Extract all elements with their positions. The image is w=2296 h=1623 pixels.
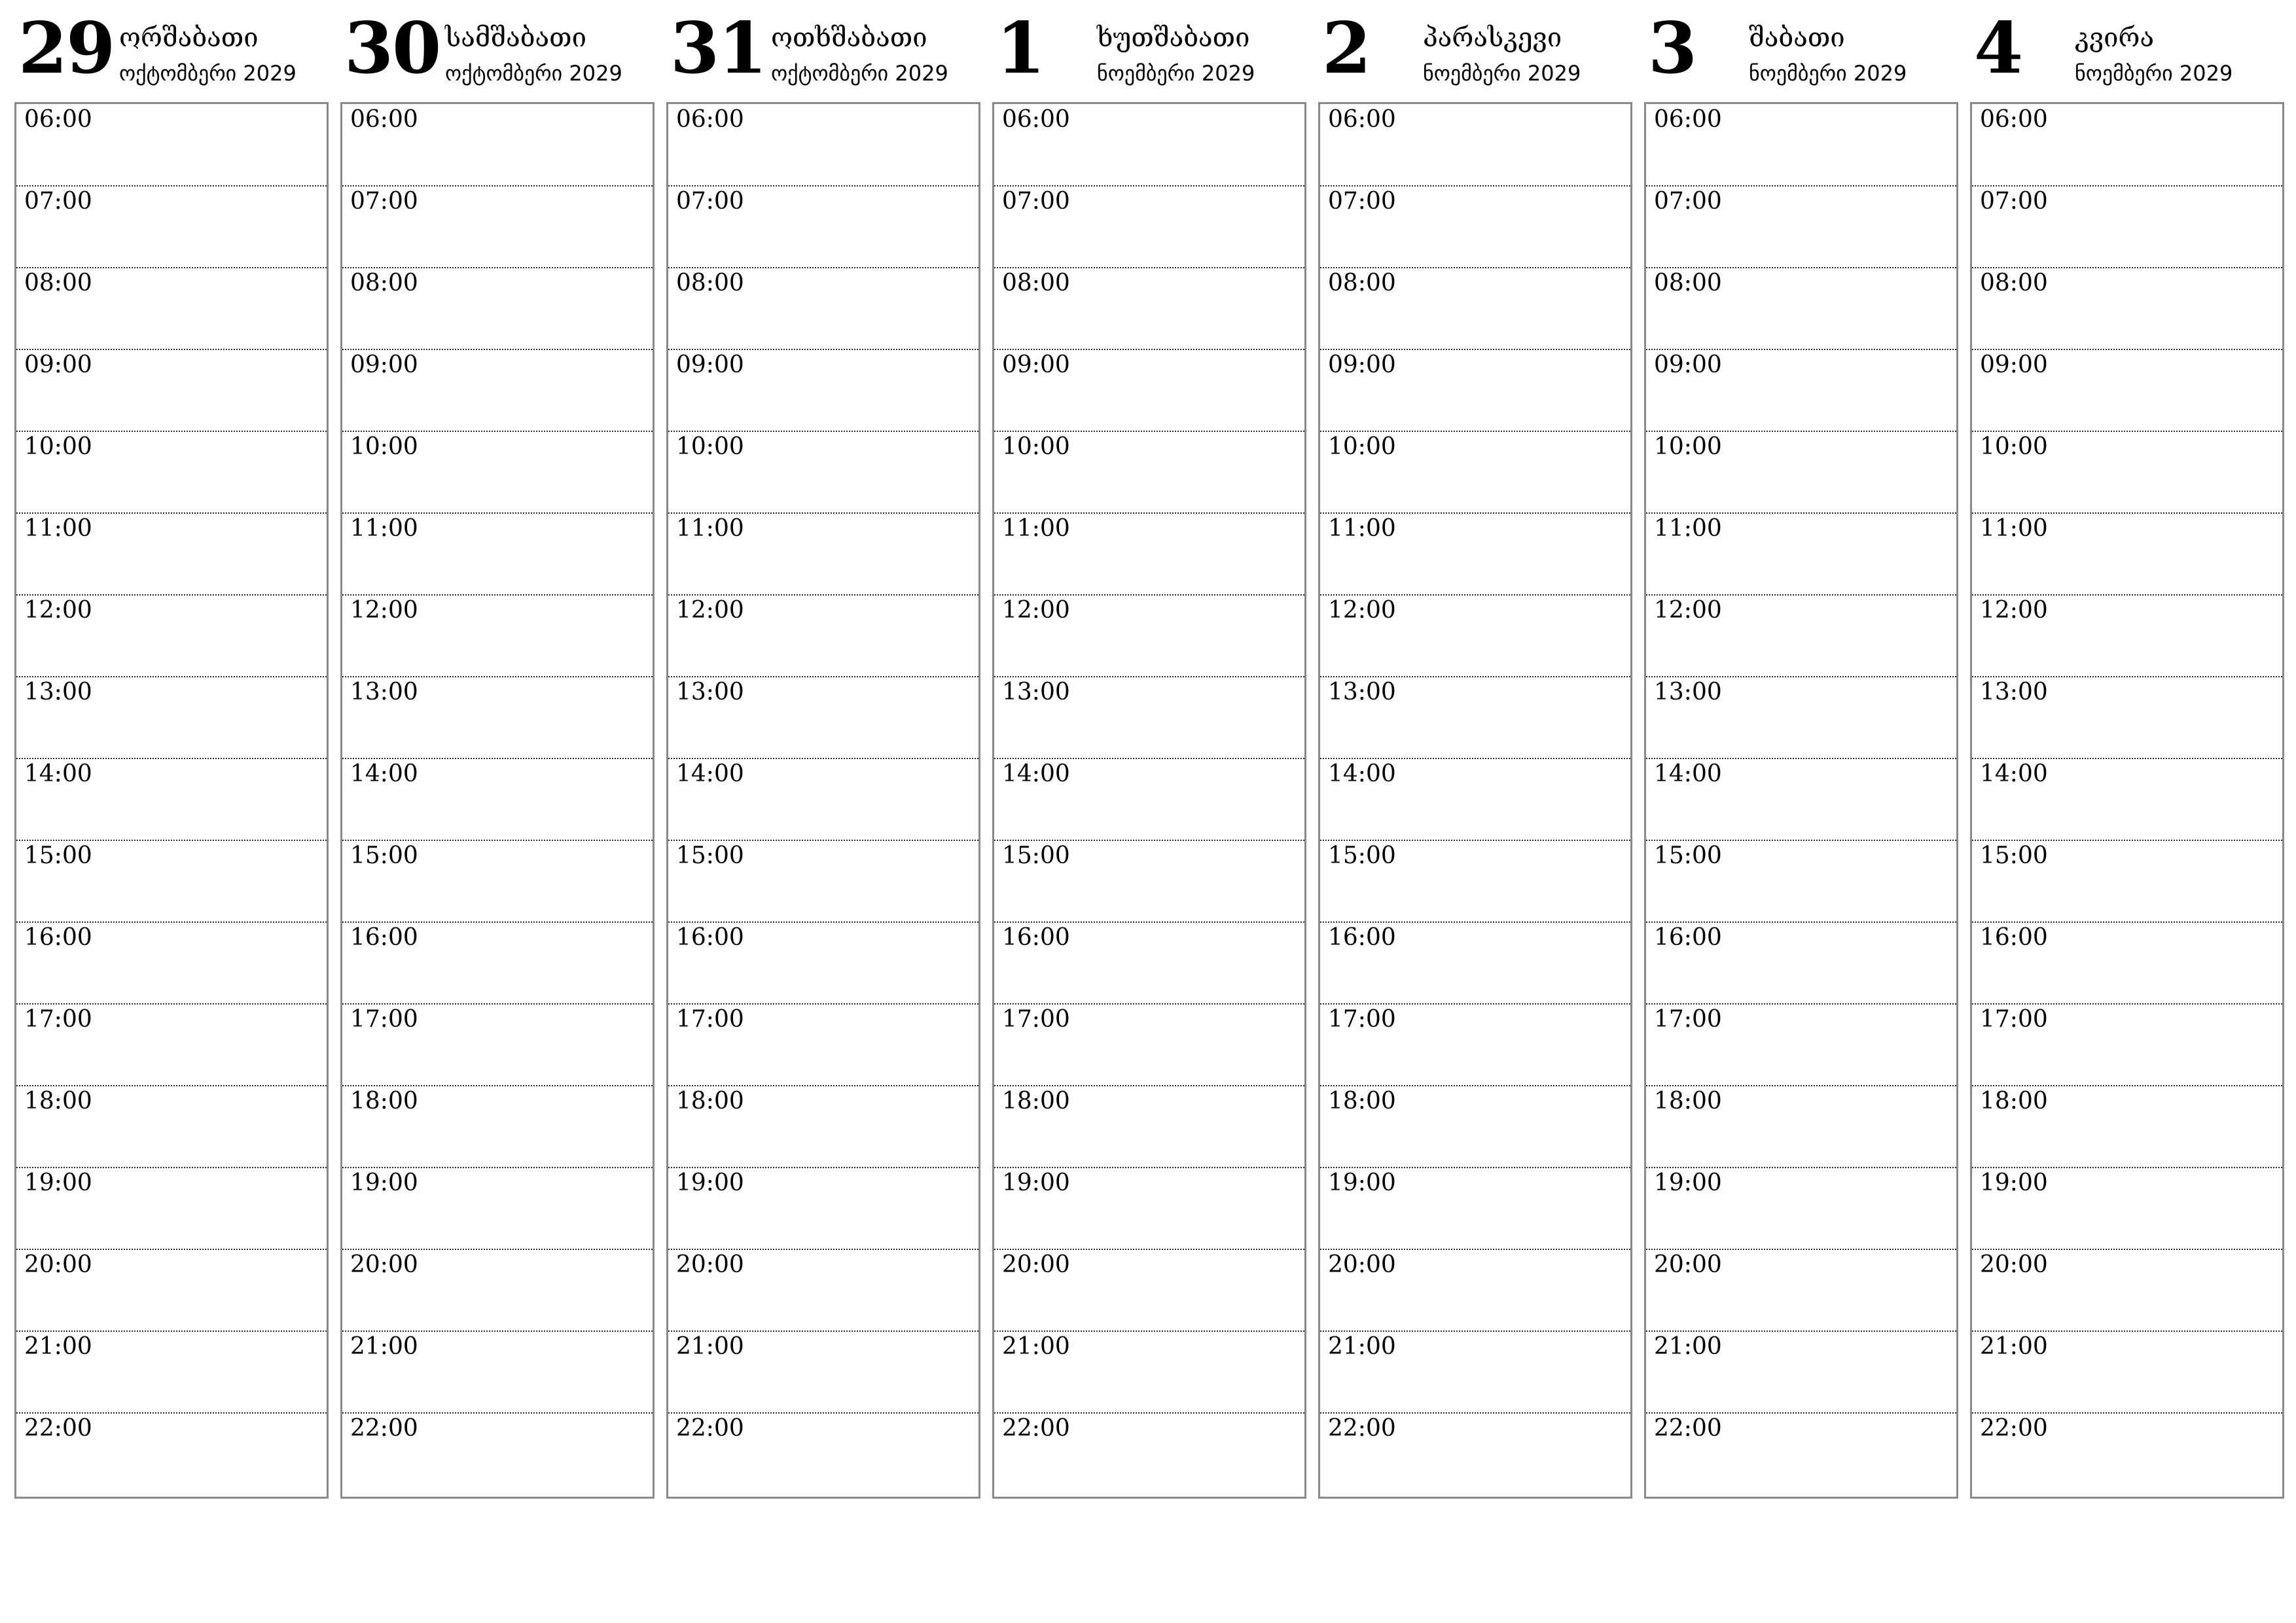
time-slot	[342, 1413, 653, 1495]
time-slot	[1320, 1331, 1630, 1413]
day-number: 2	[1322, 7, 1371, 90]
time-slot	[1320, 758, 1630, 840]
time-slot	[1972, 595, 2282, 677]
time-label: 10:00	[676, 433, 744, 460]
day-schedule-box	[14, 102, 329, 1499]
time-slot	[994, 186, 1304, 268]
time-slot	[1972, 1004, 2282, 1086]
day-header	[14, 0, 329, 98]
time-label: 13:00	[1002, 679, 1070, 705]
time-label: 16:00	[1654, 924, 1722, 951]
day-header	[1318, 0, 1632, 98]
time-slot	[342, 922, 653, 1004]
time-slot	[1320, 1086, 1630, 1168]
time-slot	[16, 1413, 327, 1495]
time-label: 16:00	[350, 924, 418, 951]
time-slot	[16, 431, 327, 513]
time-label: 12:00	[24, 597, 92, 624]
time-slot	[1646, 1086, 1956, 1168]
time-label: 07:00	[1328, 188, 1396, 215]
time-label: 10:00	[1980, 433, 2048, 460]
time-label: 06:00	[350, 106, 418, 133]
time-slot	[1320, 431, 1630, 513]
time-label: 16:00	[24, 924, 92, 951]
time-label: 17:00	[1980, 1006, 2048, 1033]
time-label: 15:00	[350, 842, 418, 869]
time-label: 13:00	[24, 679, 92, 705]
weekday-name: პარასკევი	[1423, 23, 1562, 53]
time-slot	[342, 431, 653, 513]
month-year: ნოემბერი 2029	[1097, 61, 1255, 86]
time-slot	[668, 1168, 978, 1249]
time-slot	[994, 104, 1304, 186]
time-label: 16:00	[676, 924, 744, 951]
time-label: 10:00	[1002, 433, 1070, 460]
time-slot	[16, 104, 327, 186]
time-label: 06:00	[676, 106, 744, 133]
time-label: 12:00	[676, 597, 744, 624]
day-number: 31	[670, 7, 766, 90]
time-slot	[668, 513, 978, 595]
time-slot	[1972, 1168, 2282, 1249]
time-label: 09:00	[1980, 351, 2048, 378]
time-label: 22:00	[350, 1415, 418, 1442]
time-label: 18:00	[1328, 1088, 1396, 1115]
day-number: 30	[344, 7, 440, 90]
time-label: 06:00	[24, 106, 92, 133]
time-slot	[1972, 840, 2282, 922]
time-slot	[1646, 677, 1956, 758]
time-slot	[16, 758, 327, 840]
time-slot	[1972, 758, 2282, 840]
time-slot	[342, 840, 653, 922]
time-slot	[668, 1004, 978, 1086]
time-slot	[1972, 349, 2282, 431]
time-slot	[16, 1004, 327, 1086]
time-slot	[342, 1249, 653, 1331]
time-label: 12:00	[1980, 597, 2048, 624]
time-slot	[1646, 840, 1956, 922]
time-label: 10:00	[1328, 433, 1396, 460]
time-label: 20:00	[1328, 1251, 1396, 1278]
month-year: ოქტომბერი 2029	[445, 61, 622, 86]
time-label: 16:00	[1002, 924, 1070, 951]
month-year: ოქტომბერი 2029	[119, 61, 296, 86]
time-slot	[668, 922, 978, 1004]
time-slot	[1320, 1168, 1630, 1249]
day-schedule-box	[1970, 102, 2284, 1499]
time-label: 15:00	[1980, 842, 2048, 869]
day-header	[1970, 0, 2284, 98]
month-year: ოქტომბერი 2029	[771, 61, 948, 86]
time-slot	[342, 104, 653, 186]
time-slot	[1972, 1086, 2282, 1168]
time-slot	[1646, 1249, 1956, 1331]
time-slot	[1972, 431, 2282, 513]
time-slot	[16, 186, 327, 268]
time-label: 06:00	[1002, 106, 1070, 133]
time-slot	[668, 268, 978, 349]
time-slot	[1972, 677, 2282, 758]
time-label: 11:00	[24, 515, 92, 542]
time-label: 22:00	[676, 1415, 744, 1442]
time-label: 13:00	[350, 679, 418, 705]
time-label: 14:00	[350, 760, 418, 787]
time-slot	[994, 758, 1304, 840]
time-label: 18:00	[24, 1088, 92, 1115]
weekday-name: შაბათი	[1749, 23, 1845, 53]
time-label: 07:00	[24, 188, 92, 215]
month-year: ნოემბერი 2029	[1423, 61, 1581, 86]
time-slot	[1972, 1331, 2282, 1413]
time-slot	[668, 1331, 978, 1413]
time-slot	[342, 513, 653, 595]
time-slot	[1646, 349, 1956, 431]
time-label: 14:00	[676, 760, 744, 787]
time-label: 20:00	[676, 1251, 744, 1278]
time-label: 18:00	[1980, 1088, 2048, 1115]
time-slot	[994, 1086, 1304, 1168]
time-label: 08:00	[1002, 270, 1070, 296]
time-slot	[1646, 758, 1956, 840]
time-slot	[1320, 1413, 1630, 1495]
time-label: 22:00	[1654, 1415, 1722, 1442]
time-slot	[342, 677, 653, 758]
time-slot	[1320, 677, 1630, 758]
time-label: 13:00	[676, 679, 744, 705]
time-label: 21:00	[1328, 1333, 1396, 1360]
time-label: 21:00	[1002, 1333, 1070, 1360]
time-label: 14:00	[1002, 760, 1070, 787]
time-label: 20:00	[1980, 1251, 2048, 1278]
time-slot	[1972, 104, 2282, 186]
time-slot	[1320, 513, 1630, 595]
time-slot	[1972, 922, 2282, 1004]
time-label: 09:00	[350, 351, 418, 378]
time-label: 20:00	[24, 1251, 92, 1278]
time-slot	[994, 513, 1304, 595]
time-slot	[1646, 186, 1956, 268]
time-label: 17:00	[24, 1006, 92, 1033]
time-label: 09:00	[1002, 351, 1070, 378]
time-label: 15:00	[676, 842, 744, 869]
time-label: 12:00	[1654, 597, 1722, 624]
time-slot	[16, 840, 327, 922]
time-slot	[668, 677, 978, 758]
time-slot	[1646, 922, 1956, 1004]
time-label: 12:00	[350, 597, 418, 624]
time-label: 11:00	[1980, 515, 2048, 542]
time-label: 22:00	[1002, 1415, 1070, 1442]
time-label: 08:00	[24, 270, 92, 296]
month-year: ნოემბერი 2029	[2075, 61, 2233, 86]
time-slot	[1320, 1004, 1630, 1086]
time-slot	[668, 1086, 978, 1168]
time-label: 18:00	[1654, 1088, 1722, 1115]
time-slot	[1320, 104, 1630, 186]
time-label: 21:00	[1654, 1333, 1722, 1360]
time-slot	[1320, 268, 1630, 349]
time-label: 18:00	[1002, 1088, 1070, 1115]
time-label: 14:00	[1980, 760, 2048, 787]
day-schedule-box	[666, 102, 980, 1499]
time-slot	[342, 1168, 653, 1249]
time-label: 21:00	[676, 1333, 744, 1360]
time-slot	[1320, 349, 1630, 431]
time-label: 19:00	[1654, 1169, 1722, 1196]
time-label: 16:00	[1980, 924, 2048, 951]
time-label: 21:00	[350, 1333, 418, 1360]
time-slot	[1972, 186, 2282, 268]
time-slot	[994, 1331, 1304, 1413]
time-label: 17:00	[350, 1006, 418, 1033]
weekday-name: ხუთშაბათი	[1097, 23, 1250, 53]
time-slot	[1972, 513, 2282, 595]
time-slot	[668, 1249, 978, 1331]
time-label: 14:00	[1654, 760, 1722, 787]
time-label: 22:00	[1980, 1415, 2048, 1442]
time-label: 17:00	[676, 1006, 744, 1033]
time-label: 11:00	[1328, 515, 1396, 542]
time-slot	[16, 1086, 327, 1168]
weekday-name: კვირა	[2075, 23, 2155, 53]
time-slot	[994, 922, 1304, 1004]
day-number: 29	[18, 7, 115, 90]
time-slot	[994, 1249, 1304, 1331]
time-label: 11:00	[350, 515, 418, 542]
time-slot	[1646, 1168, 1956, 1249]
day-number: 4	[1974, 7, 2022, 90]
time-label: 06:00	[1654, 106, 1722, 133]
time-label: 10:00	[350, 433, 418, 460]
time-label: 11:00	[676, 515, 744, 542]
time-label: 21:00	[24, 1333, 92, 1360]
time-slot	[1972, 1249, 2282, 1331]
time-slot	[1646, 513, 1956, 595]
time-label: 21:00	[1980, 1333, 2048, 1360]
time-slot	[16, 1331, 327, 1413]
month-year: ნოემბერი 2029	[1749, 61, 1907, 86]
time-slot	[342, 1086, 653, 1168]
time-label: 15:00	[1654, 842, 1722, 869]
day-schedule-box	[1318, 102, 1632, 1499]
time-slot	[342, 349, 653, 431]
time-slot	[1646, 595, 1956, 677]
time-slot	[16, 595, 327, 677]
time-slot	[1320, 595, 1630, 677]
time-slot	[16, 1168, 327, 1249]
time-label: 08:00	[1980, 270, 2048, 296]
time-label: 09:00	[1654, 351, 1722, 378]
time-slot	[342, 1004, 653, 1086]
time-slot	[16, 513, 327, 595]
time-slot	[16, 1249, 327, 1331]
time-label: 22:00	[24, 1415, 92, 1442]
time-label: 07:00	[676, 188, 744, 215]
time-label: 17:00	[1654, 1006, 1722, 1033]
time-slot	[16, 349, 327, 431]
time-label: 18:00	[350, 1088, 418, 1115]
time-slot	[994, 677, 1304, 758]
time-label: 12:00	[1002, 597, 1070, 624]
time-label: 14:00	[24, 760, 92, 787]
day-header	[1644, 0, 1958, 98]
time-slot	[1972, 268, 2282, 349]
time-label: 07:00	[1980, 188, 2048, 215]
time-slot	[994, 1413, 1304, 1495]
time-label: 11:00	[1002, 515, 1070, 542]
time-slot	[16, 268, 327, 349]
weekday-name: ორშაბათი	[119, 23, 259, 53]
time-label: 08:00	[1654, 270, 1722, 296]
time-slot	[668, 349, 978, 431]
day-header	[340, 0, 655, 98]
time-label: 20:00	[1654, 1251, 1722, 1278]
time-slot	[342, 758, 653, 840]
time-slot	[1646, 1004, 1956, 1086]
time-label: 17:00	[1328, 1006, 1396, 1033]
time-label: 06:00	[1328, 106, 1396, 133]
time-label: 07:00	[1654, 188, 1722, 215]
time-label: 19:00	[350, 1169, 418, 1196]
time-slot	[1646, 1331, 1956, 1413]
time-slot	[1320, 186, 1630, 268]
time-label: 13:00	[1980, 679, 2048, 705]
time-label: 15:00	[24, 842, 92, 869]
time-slot	[994, 1004, 1304, 1086]
time-label: 07:00	[350, 188, 418, 215]
time-slot	[668, 431, 978, 513]
time-slot	[994, 840, 1304, 922]
time-label: 07:00	[1002, 188, 1070, 215]
time-slot	[342, 186, 653, 268]
time-slot	[668, 595, 978, 677]
time-label: 08:00	[350, 270, 418, 296]
time-label: 16:00	[1328, 924, 1396, 951]
day-schedule-box	[1644, 102, 1958, 1499]
time-slot	[1646, 1413, 1956, 1495]
time-label: 15:00	[1002, 842, 1070, 869]
time-slot	[668, 186, 978, 268]
time-slot	[668, 1413, 978, 1495]
day-schedule-box	[992, 102, 1306, 1499]
time-label: 22:00	[1328, 1415, 1396, 1442]
time-label: 20:00	[1002, 1251, 1070, 1278]
time-slot	[342, 268, 653, 349]
time-label: 09:00	[676, 351, 744, 378]
time-label: 15:00	[1328, 842, 1396, 869]
time-slot	[1320, 1249, 1630, 1331]
time-label: 19:00	[24, 1169, 92, 1196]
day-schedule-box	[340, 102, 655, 1499]
time-slot	[668, 104, 978, 186]
time-label: 14:00	[1328, 760, 1396, 787]
time-label: 19:00	[1328, 1169, 1396, 1196]
time-label: 13:00	[1328, 679, 1396, 705]
time-slot	[16, 922, 327, 1004]
time-label: 09:00	[1328, 351, 1396, 378]
time-slot	[994, 1168, 1304, 1249]
day-number: 1	[996, 7, 1045, 90]
time-slot	[1646, 431, 1956, 513]
time-label: 11:00	[1654, 515, 1722, 542]
time-slot	[342, 1331, 653, 1413]
time-label: 18:00	[676, 1088, 744, 1115]
time-label: 10:00	[1654, 433, 1722, 460]
weekday-name: ოთხშაბათი	[771, 23, 927, 53]
time-slot	[1320, 840, 1630, 922]
time-label: 09:00	[24, 351, 92, 378]
time-slot	[1646, 268, 1956, 349]
time-label: 08:00	[676, 270, 744, 296]
time-label: 17:00	[1002, 1006, 1070, 1033]
time-label: 19:00	[1980, 1169, 2048, 1196]
time-slot	[994, 595, 1304, 677]
time-slot	[668, 840, 978, 922]
time-label: 19:00	[676, 1169, 744, 1196]
time-label: 08:00	[1328, 270, 1396, 296]
time-slot	[994, 349, 1304, 431]
time-label: 12:00	[1328, 597, 1396, 624]
time-slot	[1972, 1413, 2282, 1495]
weekday-name: სამშაბათი	[445, 23, 586, 53]
time-slot	[1320, 922, 1630, 1004]
time-label: 10:00	[24, 433, 92, 460]
day-header	[666, 0, 980, 98]
time-slot	[1646, 104, 1956, 186]
time-label: 13:00	[1654, 679, 1722, 705]
day-header	[992, 0, 1306, 98]
time-label: 20:00	[350, 1251, 418, 1278]
time-slot	[994, 268, 1304, 349]
time-label: 06:00	[1980, 106, 2048, 133]
time-slot	[994, 431, 1304, 513]
time-slot	[16, 677, 327, 758]
day-number: 3	[1648, 7, 1696, 90]
time-slot	[668, 758, 978, 840]
time-slot	[342, 595, 653, 677]
time-label: 19:00	[1002, 1169, 1070, 1196]
